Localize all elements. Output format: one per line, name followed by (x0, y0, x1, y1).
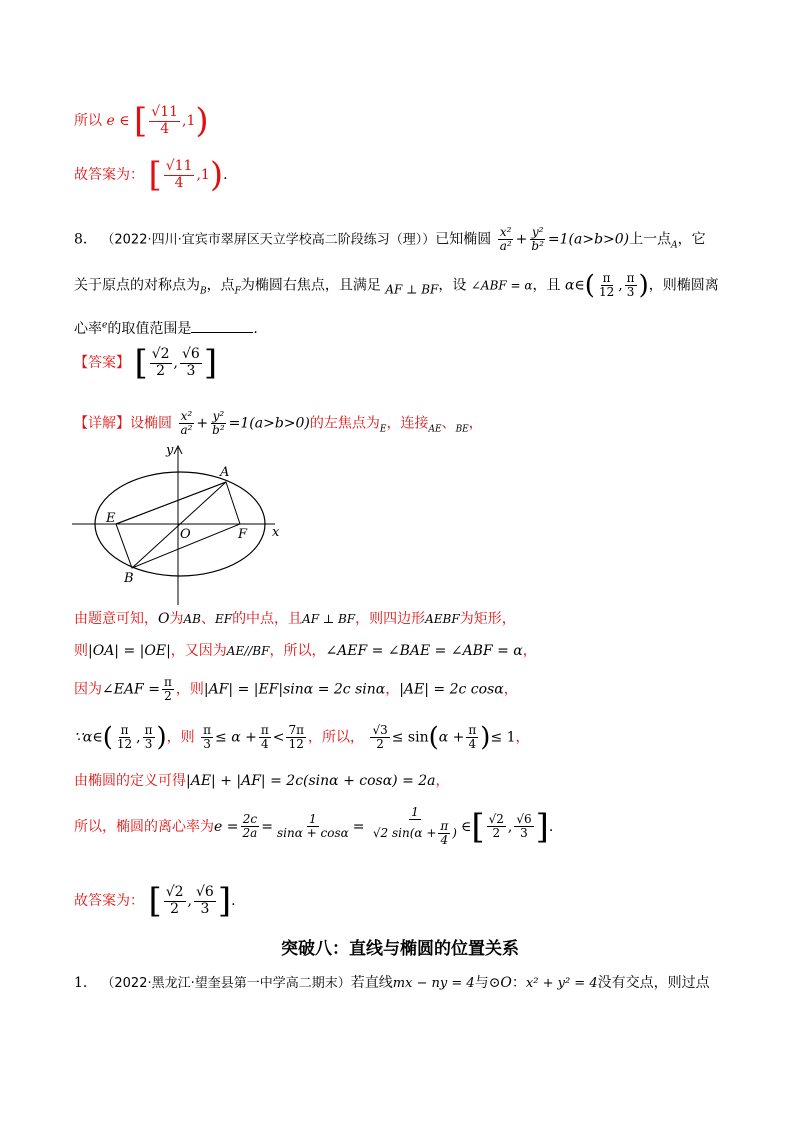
point-label: B (200, 286, 207, 297)
fraction (115, 724, 134, 751)
segment-AB (132, 482, 226, 568)
label-x: x (272, 525, 280, 540)
text: 所以，椭圆的离心率为 (74, 818, 214, 835)
answer-blank (191, 320, 253, 333)
fraction (180, 347, 202, 379)
text: ， (515, 729, 530, 746)
denominator: 3 (144, 737, 153, 752)
denominator: 4 (440, 833, 449, 848)
label-O: O (180, 527, 191, 542)
question-number: 8． (74, 231, 97, 248)
math-perp: AF ⊥ BF (385, 282, 439, 297)
math: ∠EAF = (102, 681, 160, 698)
math: |OA| = |OE| (88, 643, 171, 659)
answer-line: 【答案】 [ $\frac{√2}{2}$ , $\frac{√6}{3}$ ] (74, 343, 218, 383)
text: 与 (474, 975, 489, 991)
text: 心率 (74, 321, 102, 337)
section-title: 突破八：直线与椭圆的位置关系 (281, 939, 519, 959)
fraction-x2-a2: $\frac{\text{x²}}{\text{a²}}$ (180, 409, 193, 438)
label-B: B (124, 571, 134, 586)
step-4: ∵α∈( $\frac{\pi}{12}$ , $\frac{\pi}{3}$ )，则 $\frac{\pi}{3}$ ≤ α + $\frac{\pi}{4}$ < $\frac{7\pi}{12}$ ，所以， $\frac{√3}{2}$ ≤ sin(α + $\frac{\pi}{4}$ )≤ 1， (74, 722, 530, 753)
math: ∈ (460, 818, 472, 835)
numerator: √2 (151, 346, 170, 363)
fraction (466, 724, 478, 751)
denominator: 2 (376, 737, 384, 752)
segment-EA (116, 482, 226, 524)
text: 则 (74, 643, 88, 659)
numerator: 2c (242, 812, 258, 827)
denominator: 2 (170, 900, 180, 917)
text: 上一点 (629, 231, 672, 248)
denominator: 12 (116, 737, 133, 752)
fraction (164, 159, 195, 191)
text: ， (503, 681, 518, 698)
denominator: 3 (200, 900, 210, 917)
numerator: π (163, 675, 172, 689)
text: ，则椭圆离 (648, 277, 719, 294)
text: 为椭圆右焦点，且满足 (240, 277, 381, 294)
step-5 (74, 770, 450, 790)
label-F: F (238, 527, 248, 542)
numerator: √2 (165, 884, 184, 901)
math: ≤ sin (391, 729, 429, 746)
math: mx − ny = 4 (392, 976, 475, 991)
denominator: √2 sin(α + $\frac{\pi}{4}$ ) (372, 819, 457, 848)
denominator: 2 (492, 826, 501, 841)
point-label: A (671, 240, 678, 251)
period: . (231, 893, 236, 909)
text: ，它 (677, 231, 706, 248)
math: = (352, 818, 365, 835)
point-label: F (234, 286, 241, 297)
math: x² + y² = 4 (525, 976, 598, 991)
fraction (370, 724, 389, 751)
fraction (487, 813, 506, 840)
math: AB (183, 612, 201, 626)
fraction (514, 813, 533, 840)
math: √2 sin (372, 826, 410, 841)
fraction-complex (371, 806, 459, 848)
math: AEBF (425, 612, 460, 626)
segment-label: AE (428, 424, 442, 435)
fraction: $\frac{\pi}{3}$ (626, 271, 635, 300)
line-so-e-range (74, 101, 209, 141)
numerator: π (440, 819, 449, 834)
fraction (286, 724, 306, 751)
math: EF (214, 612, 233, 626)
denominator: 4 (260, 737, 269, 752)
fraction (164, 885, 186, 917)
math: ∠AEF = ∠BAE = ∠ABF = α (325, 643, 523, 659)
math: ≤ 1 (490, 729, 516, 746)
bracket-left: [ (134, 101, 148, 141)
text: 故答案为： (74, 167, 144, 183)
fraction (149, 105, 180, 137)
text: ， (385, 681, 400, 698)
numerator: √6 (516, 812, 532, 827)
denominator: 12 (288, 737, 304, 752)
math-range: α∈ (564, 277, 585, 294)
text: ： (511, 975, 526, 991)
question-8-line-2: 关于原点的对称点为$_B$，点$_F$为椭圆右焦点，且满足 AF ⊥ BF，设 ∠ABF = α，且 α∈( $\frac{\pi}{12}$ , $\frac{\pi}{3}$ )，则椭圆离 (74, 270, 719, 301)
math: α + (414, 826, 437, 841)
question-source: （2022·四川·宜宾市翠屏区天立学校高二阶段练习（理）） (101, 232, 436, 248)
text: ，则 (175, 681, 204, 698)
segment-label: BE (455, 424, 469, 435)
label-A: A (220, 465, 230, 480)
fraction (201, 724, 213, 751)
label-y: y (166, 443, 174, 458)
math-var: e (106, 113, 115, 129)
ellipse-diagram (60, 440, 300, 610)
text: ，点 (206, 277, 235, 294)
text: 由题意可知， (74, 611, 158, 627)
numerator: π (144, 723, 153, 737)
numerator: √11 (151, 104, 179, 121)
text: ，所以， (269, 643, 326, 659)
math-symbol: ∈ (119, 113, 130, 129)
math: AF ⊥ BF (302, 612, 356, 626)
line-answer-1 (74, 155, 228, 195)
numerator: √11 (165, 158, 193, 175)
step-1 (74, 608, 516, 628)
math: ≤ α + (215, 729, 257, 746)
fraction-y2-b2: $\frac{\text{y²}}{\text{b²}}$ (212, 409, 225, 438)
fraction (240, 813, 259, 840)
period: . (253, 321, 258, 337)
numerator: 1 (309, 812, 317, 827)
math: ∵α∈ (74, 729, 103, 746)
text: ， (435, 773, 450, 789)
text: 、 (200, 611, 215, 627)
denominator: 2 (156, 362, 166, 379)
denominator: 4 (160, 120, 170, 137)
text: 因为 (74, 681, 102, 698)
denominator: sinα + cosα (277, 826, 349, 841)
denominator: 4 (468, 737, 477, 752)
math: ⊙O (488, 975, 512, 991)
text: 若直线 (350, 975, 393, 991)
math-condition: =1(a>b>0) (228, 415, 310, 432)
numerator: π (120, 723, 129, 737)
math-var: e (102, 320, 108, 331)
question-8-line-3 (74, 318, 258, 338)
text: 没有交点，则过点 (597, 975, 710, 991)
text: 设椭圆 (130, 415, 172, 432)
text: 的左焦点为 (309, 415, 380, 432)
text: ，且 (532, 277, 561, 294)
fraction: $\frac{\pi}{12}$ (598, 271, 615, 300)
detail-line: 【详解】设椭圆 $\frac{\text{x²}}{\text{a²}}$ + $\frac{\text{y²}}{\text{b²}}$ =1(a>b>0)的左焦点为$_E$，连接$_{AE}$、$_{BE}$， (74, 409, 483, 438)
denominator: 2 (164, 689, 172, 704)
period: . (223, 167, 228, 183)
label-E: E (106, 511, 116, 526)
text: 为 (169, 611, 184, 627)
text: 、 (441, 415, 456, 432)
text: 由椭圆的定义可得 (74, 773, 186, 789)
numerator: √6 (196, 884, 214, 901)
math: e = (214, 818, 239, 835)
numerator: 7π (288, 723, 304, 737)
period: . (548, 818, 554, 835)
question-number: 1． (74, 975, 97, 991)
question-source: （2022·黑龙江·望奎县第一中学高二期末） (101, 976, 351, 991)
fraction (150, 347, 172, 379)
text: ，连接 (386, 415, 429, 432)
fraction (143, 724, 155, 751)
fraction (275, 813, 351, 840)
denominator: 2a (242, 826, 258, 841)
numerator: π (468, 723, 477, 737)
text: 的取值范围是 (107, 321, 192, 337)
text: ，所以， (308, 729, 364, 746)
math-condition: =1(a>b>0) (547, 231, 630, 248)
answer-label: 【答案】 (74, 355, 130, 371)
text: ， (522, 643, 537, 659)
denominator: 4 (174, 174, 184, 191)
denominator: 3 (203, 737, 211, 752)
text: ， (468, 415, 483, 432)
bracket-left: [ (148, 155, 162, 195)
text: ，则四边形 (355, 611, 426, 627)
fraction-x2-a2: $\frac{\text{x²}}{\text{a²}}$ (499, 225, 512, 254)
step-3 (74, 676, 518, 703)
fraction (162, 676, 174, 703)
math: α + (438, 729, 465, 746)
question-8-line-1: 8． （2022·四川·宜宾市翠屏区天立学校高二阶段练习（理））已知椭圆 $\frac{\text{x²}}{\text{a²}}$ + $\frac{\text{y²}}{\text{b²}}$ =1(a>b>0)上一点$_A$，它 (74, 225, 706, 254)
text: 故答案为： (74, 893, 144, 909)
math: = (261, 818, 273, 835)
math: |AE| + |AF| = 2c(sinα + cosα) = 2a (186, 773, 436, 789)
math: |AF| = |EF|sinα = 2c sinα (203, 681, 386, 698)
bracket-right: ) (209, 155, 224, 195)
step-2 (74, 640, 537, 660)
text: ，则 (166, 729, 195, 746)
math: |AE| = 2c cosα (399, 681, 504, 698)
step-6: 所以，椭圆的离心率为e = $\frac{2c}{2a}$ = $\frac{1}{\sin\alpha + \cos\alpha}$ = 1 √2 sin(α + $\frac{\pi}{4}$ ) ∈[ $\frac{√2}{2}$ , $\frac{√6}{3}$ ]. (74, 805, 554, 848)
point-label: E (379, 424, 387, 435)
numerator: π (260, 723, 269, 737)
fraction (194, 885, 216, 917)
math-angle: ∠ABF = α (470, 278, 533, 293)
question-1-line-1 (74, 972, 710, 992)
text: ，设 (438, 277, 467, 294)
text: ，又因为 (170, 643, 227, 659)
fraction-y2-b2: $\frac{\text{y²}}{\text{b²}}$ (531, 225, 544, 254)
bracket-right: ) (195, 101, 209, 141)
denominator: 3 (186, 362, 196, 379)
math: O (158, 611, 170, 627)
numerator: 1 (411, 805, 419, 819)
fraction (438, 820, 450, 847)
math-text: ,1 (182, 113, 196, 129)
text: 为矩形， (459, 611, 516, 627)
math: AE//BF (226, 644, 270, 658)
text: 的中点，且 (232, 611, 303, 627)
denominator: 3 (520, 826, 528, 841)
numerator: √2 (488, 812, 504, 827)
math: < (272, 729, 285, 746)
numerator: π (203, 723, 212, 737)
text: 关于原点的对称点为 (74, 277, 200, 294)
numerator: √6 (182, 346, 200, 363)
numerator: √3 (372, 723, 388, 737)
math-text: ,1 (196, 167, 210, 183)
text: 已知椭圆 (435, 231, 492, 248)
text: 所以 (74, 113, 102, 129)
detail-label: 【详解】 (74, 415, 130, 432)
final-answer: 故答案为： [ $\frac{√2}{2}$ , $\frac{√6}{3}$ ]. (74, 881, 236, 921)
fraction (259, 724, 271, 751)
